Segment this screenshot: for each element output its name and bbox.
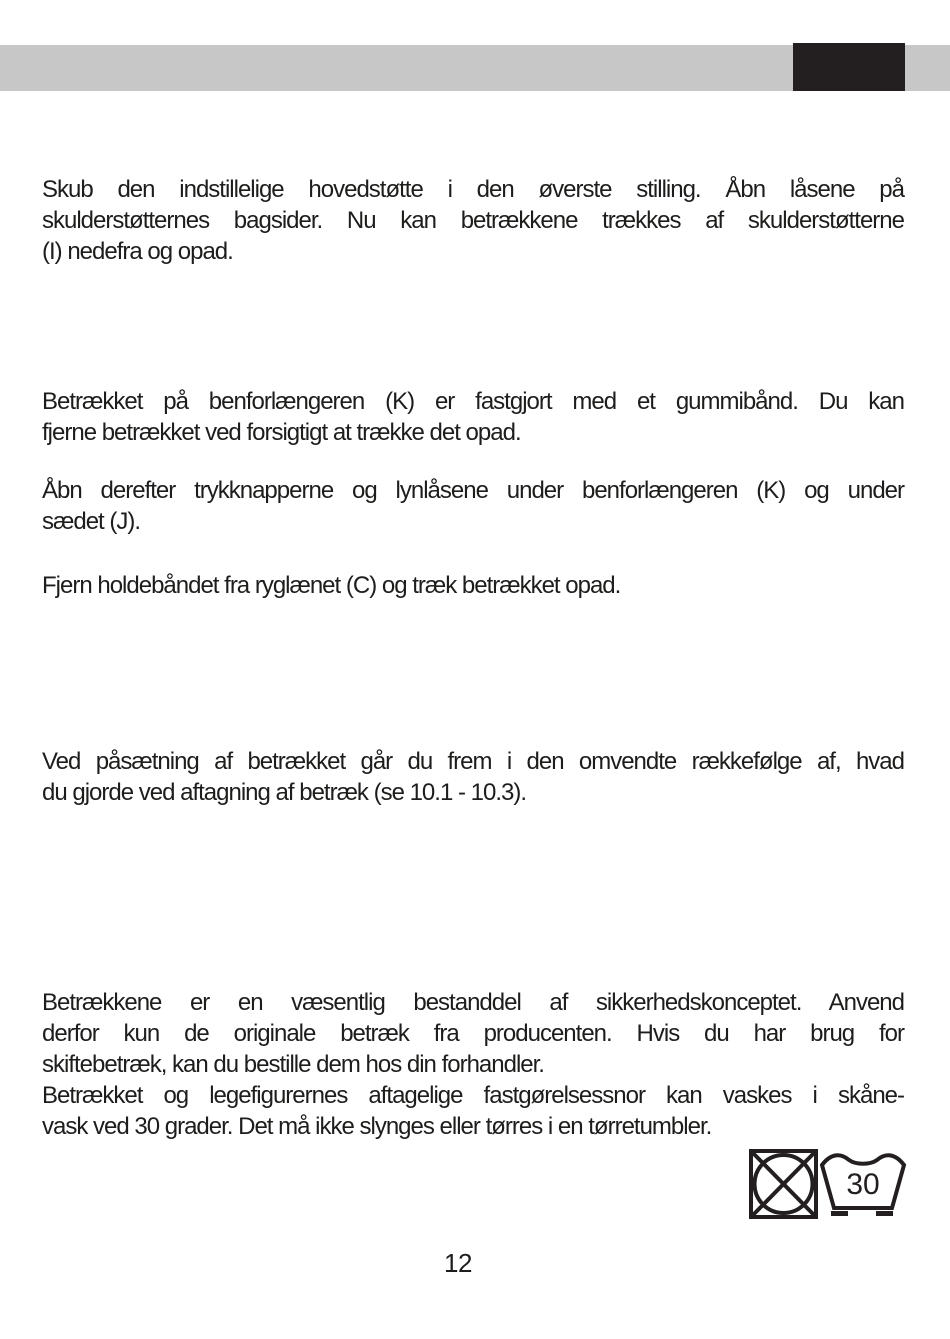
care-symbols: [748, 1148, 908, 1220]
wash-temperature-label: 30: [846, 1168, 880, 1201]
text-line: fjerne betrækket ved forsigtigt at trække det opad.: [42, 419, 521, 446]
text-line: Betrækket og legefigurernes aftagelige fastgørelsessnor kan vaskes i skåne-: [42, 1082, 904, 1109]
text-line: skulderstøtternes bagsider. Nu kan betrækkene trækkes af skulderstøtterne: [42, 207, 904, 234]
page-number: 12: [444, 1248, 472, 1278]
paragraph: [42, 386, 904, 448]
paragraph: [42, 475, 904, 537]
text-line: Fjern holdebåndet fra ryglænet (C) og træk betrækket opad.: [42, 572, 621, 599]
text-line: Ved påsætning af betrækket går du frem i den omvendte rækkefølge af, hvad: [42, 748, 904, 775]
text-line: derfor kun de originale betræk fra producenten. Hvis du har brug for: [42, 1020, 904, 1047]
paragraph: [42, 746, 904, 808]
wash-30-mild-icon: [819, 1150, 907, 1220]
text-line: sædet (J).: [42, 508, 141, 535]
paragraph: [42, 987, 904, 1142]
text-line: Åbn derefter trykknapperne og lynlåsene under benforlængeren (K) og under: [42, 477, 904, 504]
text-line: Betrækkene er en væsentlig bestanddel af sikkerhedskonceptet. Anvend: [42, 989, 904, 1016]
text-line: du gjorde ved aftagning af betræk (se 10.1 - 10.3).: [42, 779, 526, 806]
do-not-tumble-dry-icon: [748, 1148, 819, 1220]
header-black-tab: [793, 43, 905, 91]
text-line: Skub den indstillelige hovedstøtte i den øverste stilling. Åbn låsene på: [42, 176, 904, 203]
paragraph: [42, 570, 904, 601]
text-line: skiftebetræk, kan du bestille dem hos din forhandler.: [42, 1051, 544, 1078]
text-line: vask ved 30 grader. Det må ikke slynges eller tørres i en tørretumbler.: [42, 1113, 712, 1140]
text-line: (I) nedefra og opad.: [42, 238, 233, 265]
paragraph: [42, 174, 904, 267]
text-line: Betrækket på benforlængeren (K) er fastgjort med et gummibånd. Du kan: [42, 388, 904, 415]
